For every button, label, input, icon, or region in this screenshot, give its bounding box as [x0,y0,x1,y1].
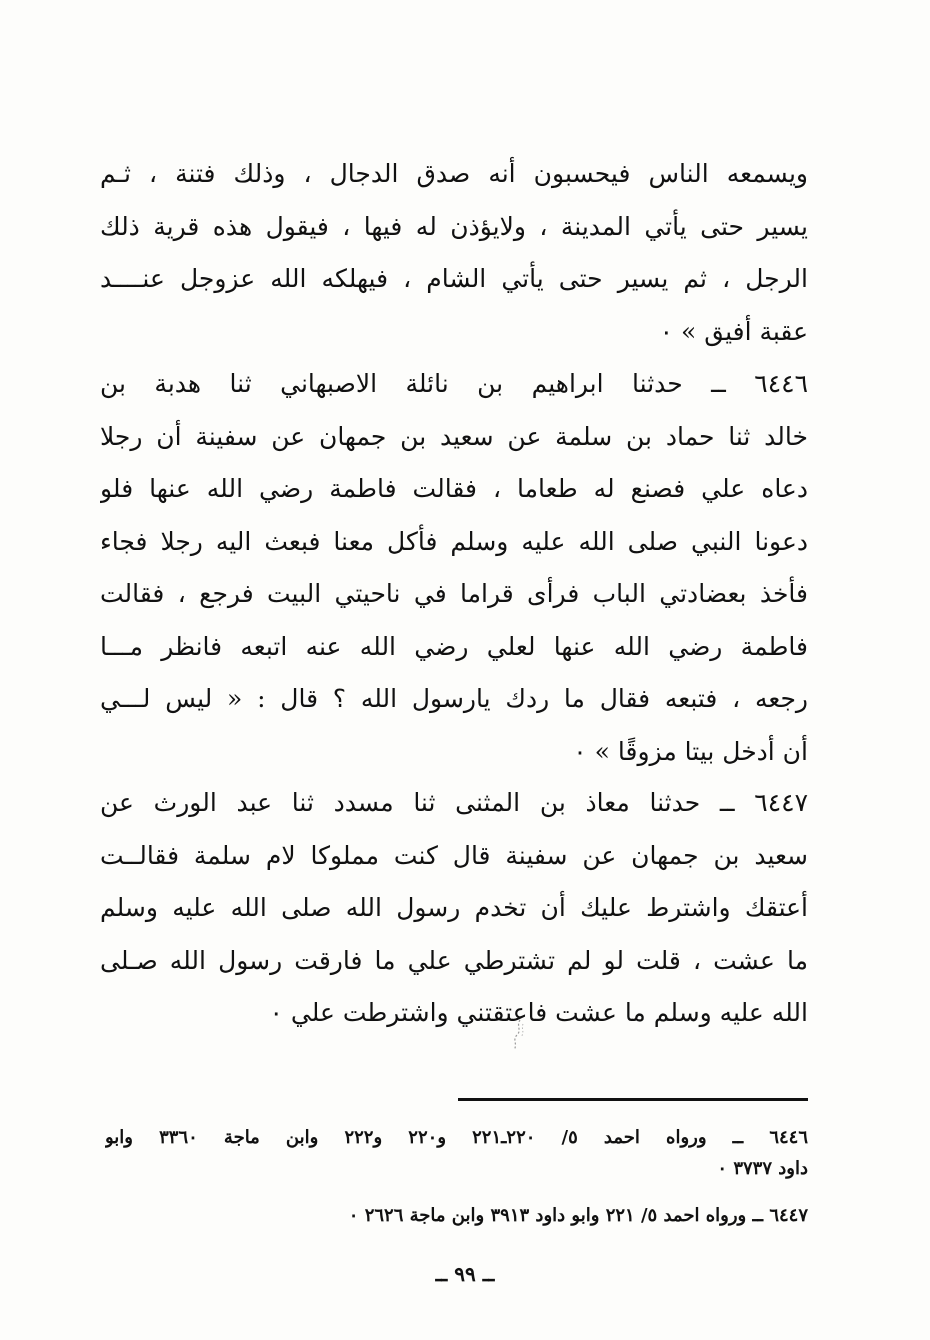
text-line: عقبة أفيق » ٠ [659,316,808,346]
text-line: أعتقك واشترط عليك أن تخدم رسول الله صلى الله عليه وسلم [100,893,808,922]
text-line: دعاه علي فصنع له طعاما ، فقالت فاطمة رضي الله عنها فلو [100,474,808,503]
text-line: فاطمة رضي الله عنها لعلي رضي الله عنه اتبعه فانظر مـــا [100,631,808,661]
text-line: رجعه ، فتبعه فقال ما ردك يارسول الله ؟ قال : « ليس لـــي [100,684,808,713]
text-line: فأخذ بعضادتي الباب فرأى قراما في ناحيتي البيت فرجع ، فقالت [100,579,808,608]
hadith-6447 [100,777,808,1040]
text-line: ٦٤٤٧ ــ حدثنا معاذ بن المثنى ثنا مسدد ثنا عبد الورث عن [100,788,808,817]
footnote-line: ٦٤٤٦ ــ ورواه احمد ٥/ ٢٢٠ـ٢٢١ و٢٢٠ و٢٢٢ وابن ماجة ٣٣٦٠ وابو [105,1127,808,1148]
footnote-line: داود ٣٧٣٧ ٠ [717,1158,808,1179]
footnote-6447 [105,1200,808,1231]
paragraph-continuation [100,148,808,358]
text-line: خالد ثنا حماد بن سلمة عن سعيد بن جمهان عن سفينة أن رجلا [100,421,808,451]
hadith-6446 [100,358,808,778]
text-line: أن أدخل بيتا مزوقًا » ٠ [573,736,808,766]
text-line: يسير حتى يأتي المدينة ، ولايؤذن له فيها ، فيقول هذه قرية ذلك [100,211,808,241]
text-line: دعونا النبي صلى الله عليه وسلم فأكل معنا فبعث اليه رجلا فجاء [100,526,808,556]
footnote-divider [458,1098,808,1101]
text-line: سعيد بن جمهان عن سفينة قال كنت مملوكا لام سلمة فقالــت [100,840,808,870]
text-line: الرجل ، ثم يسير حتى يأتي الشام ، فيهلكه الله عزوجل عنــــد [100,264,808,293]
footnote-line: ٦٤٤٧ ــ ورواه احمد ٥/ ٢٢١ وابو داود ٣٩١٣ وابن ماجة ٢٦٢٦ ٠ [348,1205,808,1226]
ink-smudge-icon [506,1018,528,1052]
text-line: ما عشت ، قلت لو لم تشترطي علي ما فارقت رسول الله صـلى [100,945,808,975]
text-line: الله عليه وسلم ما عشت فاعتقتني واشترطت علي ٠ [269,998,808,1027]
text-line: ٦٤٤٦ ــ حدثنا ابراهيم بن نائلة الاصبهاني ثنا هدبة بن [100,369,808,398]
page-number: ــ ٩٩ ــ [435,1262,495,1286]
text-line: ويسمعه الناس فيحسبون أنه صدق الدجال ، وذلك فتنة ، ثـم [100,159,808,188]
footnote-6446 [105,1122,808,1184]
